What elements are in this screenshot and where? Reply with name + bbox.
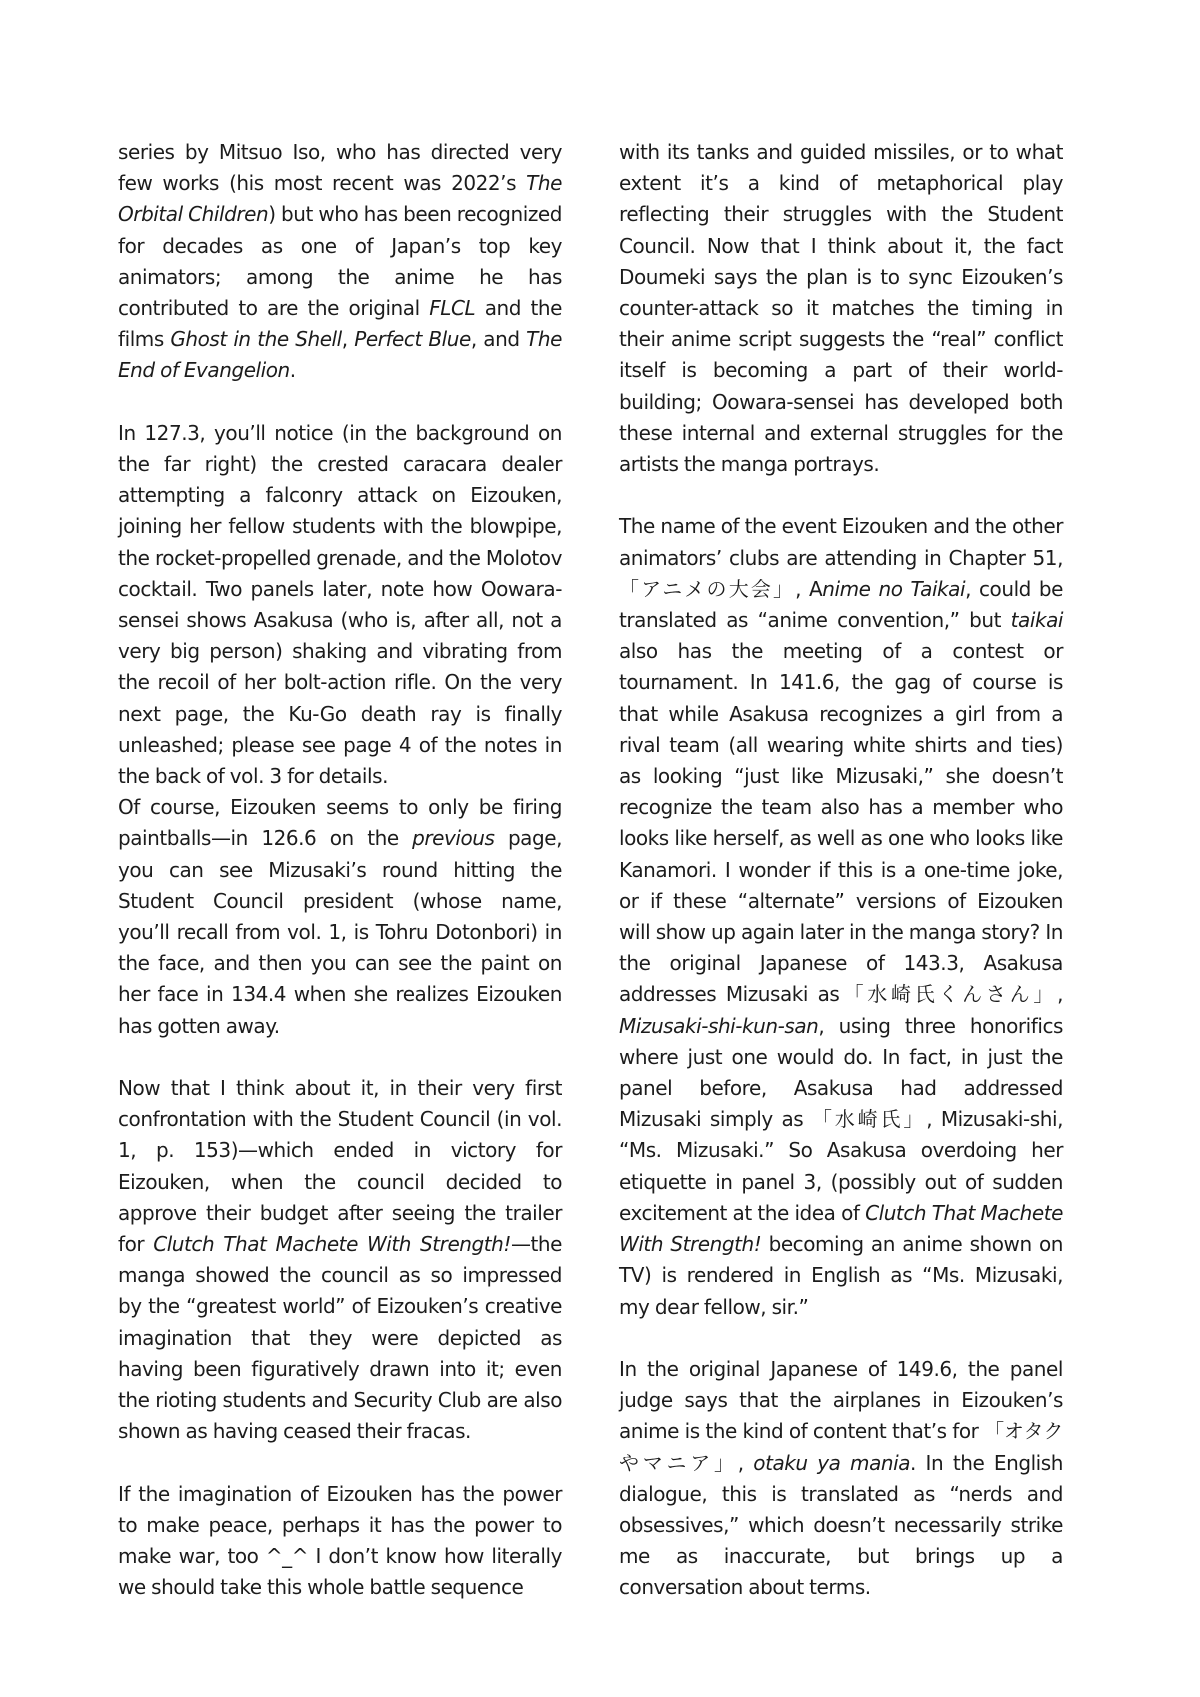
paragraph: series by Mitsuo Iso, who has directed very few works (his most recent was 2022’s The Orbital Children) but who has been recognized for decades as one of Japan’s top key animators; among the anime he has contributed to are the original FLCL and the films Ghost in the Shell, Perfect Blue, and The End of Evangelion. xyxy=(118,140,562,383)
paragraph: If the imagination of Eizouken has the power to make peace, perhaps it has the power to make war, too ^_^ I don’t know how literally we should take this whole battle sequence xyxy=(118,1481,562,1600)
anime-title: FLCL xyxy=(429,296,476,321)
emphasis: previous xyxy=(412,826,495,851)
paragraph: The name of the event Eizouken and the other animators’ clubs are attending in Chapter 51, 「アニメの大会」, Anime no Taikai, could be translated as “anime convention,” but taikai also has the meeting of a contest or tournament. In 141.6, the gag of course is that while Asakusa recognizes a girl from a rival team (all wearing white shirts and ties) as looking “just like Mizusaki,” she doesn’t recognize the team also has a member who looks like herself, as well as one who looks like Kanamori. I wonder if this is a one-time joke, or if these “alternate” versions of Eizouken will show up again later in the manga story? In the original Japanese of 143.3, Asakusa addresses Mizusaki as「水崎氏くんさん」, Mizusaki-shi-kun-san, using three honorifics where just one would do. In fact, in just the panel before, Asakusa had addressed Mizusaki simply as 「水崎氏」, Mizusaki-shi, “Ms. Mizusaki.” So Asakusa overdoing her etiquette in panel 3, (possibly out of sudden excitement at the idea of Clutch That Machete With Strength! becoming an anime shown on TV) is rendered in English as “Ms. Mizusaki, my dear fellow, sir.” xyxy=(619,514,1064,1319)
left-column xyxy=(118,137,562,1604)
film-title: Perfect Blue xyxy=(354,327,471,352)
paragraph: with its tanks and guided missiles, or to what extent it’s a kind of metaphorical play reflecting their struggles with the Student Council. Now that I think about it, the fact Doumeki says the plan is to sync Eizouken’s counter-attack so it matches the timing in their anime script suggests the “real” conflict itself is becoming a part of their world-building; Oowara-sensei has developed both these internal and external struggles for the artists the manga portrays. xyxy=(619,140,1063,477)
right-column xyxy=(619,137,1063,1604)
paragraph: In 127.3, you’ll notice (in the background on the far right) the crested caracara dealer attempting a falconry attack on Eizouken, joining her fellow students with the blowpipe, the rocket-propelled grenade, and the Molotov cocktail. Two panels later, note how Oowara-sensei shows Asakusa (who is, after all, not a very big person) shaking and vibrating from the recoil of her bolt-action rifle. On the very next page, the Ku-Go death ray is finally unleashed; please see page 4 of the notes in the back of vol. 3 for details. xyxy=(118,420,562,789)
romanization: taikai xyxy=(1010,608,1063,633)
film-title: The End of Evangelion xyxy=(118,327,562,383)
work-title: Clutch That Machete With Strength! xyxy=(619,1200,1063,1257)
paragraph: Of course, Eizouken seems to only be firing paintballs—in 126.6 on the previous page, you can see Mizusaki’s round hitting the Student Council president (whose name, you’ll recall from vol. 1, is Tohru Dotonbori) in the face, and then you can see the paint on her face in 134.4 when she realizes Eizouken has gotten away. xyxy=(118,795,562,1038)
work-title: Clutch That Machete With Strength! xyxy=(153,1232,511,1257)
paragraph: In the original Japanese of 149.6, the panel judge says that the airplanes in Eizouken’s anime is the kind of content that’s for 「オタクやマニア」, otaku ya mania. In the English dialogue, this is translated as “nerds and obsessives,” which doesn’t necessarily strike me as inaccurate, but brings up a conversation about terms. xyxy=(619,1356,1063,1600)
romanization: nime no Taikai xyxy=(822,576,966,601)
film-title: Ghost in the Shell xyxy=(170,327,342,352)
film-title: The Orbital Children xyxy=(118,171,562,227)
romanization: Mizusaki-shi-kun-san xyxy=(619,1013,819,1038)
paragraph: Now that I think about it, in their very first confrontation with the Student Council (in vol. 1, p. 153)—which ended in victory for Eizouken, when the council decided to approve their budget after seeing the trailer for Clutch That Machete With Strength!—the manga showed the council as so impressed by the “greatest world” of Eizouken’s creative imagination that they were depicted as having been figuratively drawn into it; even the rioting students and Security Club are also shown as having ceased their fracas. xyxy=(118,1076,562,1444)
romanization: otaku ya mania xyxy=(753,1450,911,1475)
